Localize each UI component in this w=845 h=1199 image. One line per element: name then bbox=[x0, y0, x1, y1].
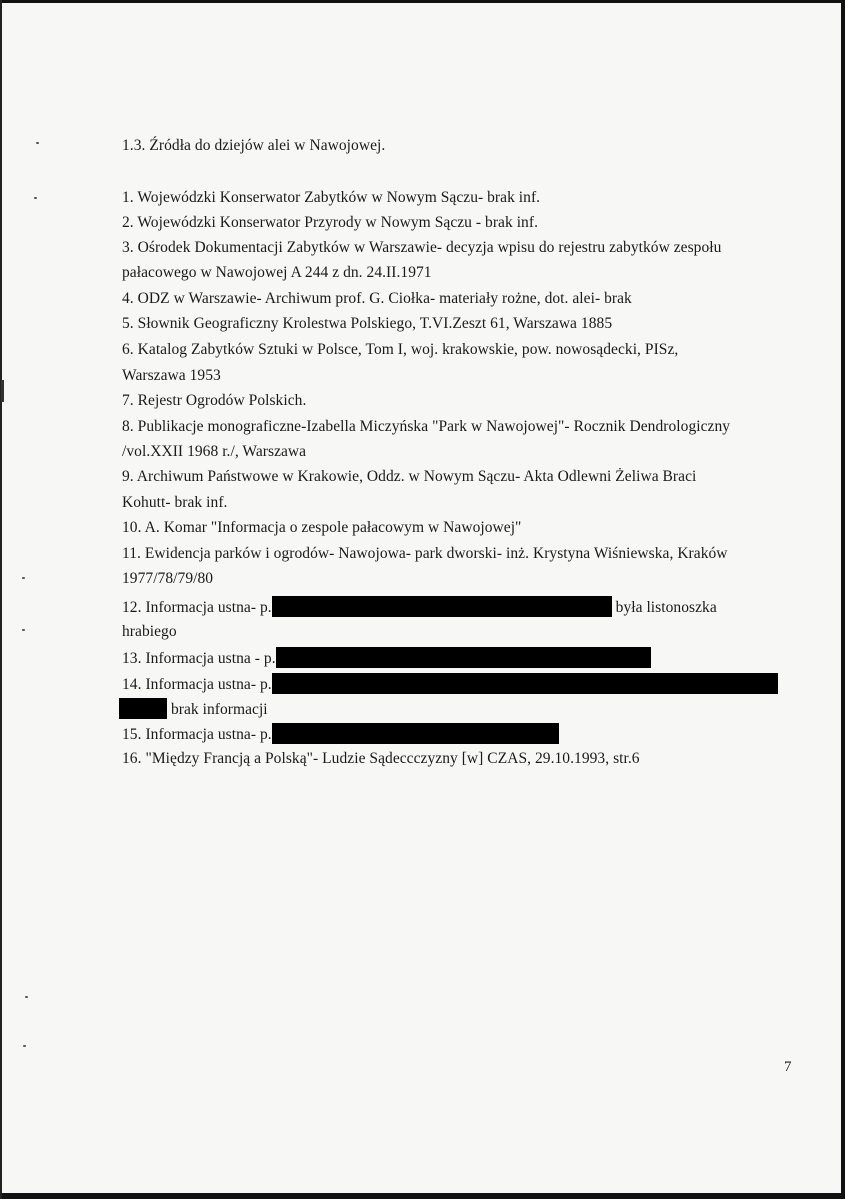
scan-edge-left bbox=[0, 0, 2, 1199]
list-item-text: była listonoszka bbox=[615, 599, 717, 616]
list-item bbox=[122, 673, 778, 695]
list-item bbox=[122, 647, 651, 669]
list-item-text: brak informacji bbox=[170, 701, 268, 718]
page-number: 7 bbox=[784, 1059, 792, 1075]
scan-speck bbox=[34, 197, 37, 199]
list-item-text: 13. Informacja ustna - p. bbox=[122, 650, 276, 667]
scan-edge-top bbox=[0, 0, 845, 3]
redaction-bar bbox=[272, 596, 612, 617]
list-item-continuation bbox=[119, 698, 268, 720]
list-item-continuation: pałacowego w Nawojowej A 244 z dn. 24.II.1971 bbox=[122, 264, 432, 281]
scan-mark bbox=[1, 380, 4, 402]
list-item-text: 12. Informacja ustna- p. bbox=[122, 599, 272, 616]
list-item-continuation: 1977/78/79/80 bbox=[122, 570, 214, 587]
list-item-continuation: hrabiego bbox=[122, 623, 177, 640]
scan-speck bbox=[22, 629, 25, 631]
scan-edge-bottom bbox=[0, 1193, 845, 1199]
list-item: 2. Wojewódzki Konserwator Przyrody w Nowym Sączu - brak inf. bbox=[122, 214, 538, 231]
list-item: 4. ODZ w Warszawie- Archiwum prof. G. Ciołka- materiały rożne, dot. alei- brak bbox=[122, 290, 632, 307]
list-item bbox=[122, 723, 559, 745]
redaction-bar bbox=[272, 673, 778, 694]
scan-edge-right bbox=[841, 0, 845, 1199]
scan-speck bbox=[25, 996, 28, 998]
list-item: 1. Wojewódzki Konserwator Zabytków w Nowym Sączu- brak inf. bbox=[122, 189, 541, 206]
list-item bbox=[122, 596, 717, 618]
scan-speck bbox=[23, 1045, 26, 1047]
scan-speck bbox=[22, 577, 25, 579]
list-item-continuation: Kohutt- brak inf. bbox=[122, 494, 228, 511]
list-item: 5. Słownik Geograficzny Krolestwa Polskiego, T.VI.Zeszt 61, Warszawa 1885 bbox=[122, 315, 613, 332]
redaction-bar bbox=[119, 698, 167, 719]
redaction-bar bbox=[276, 647, 651, 668]
list-item: 10. A. Komar "Informacja o zespole pałacowym w Nawojowej" bbox=[122, 519, 522, 536]
list-item-continuation: /vol.XXII 1968 r./, Warszawa bbox=[122, 443, 307, 460]
list-item-text: 15. Informacja ustna- p. bbox=[122, 726, 272, 743]
list-item: 16. "Między Francją a Polską"- Ludzie Sądeccczyzny [w] CZAS, 29.10.1993, str.6 bbox=[122, 750, 640, 767]
list-item-text: 14. Informacja ustna- p. bbox=[122, 676, 272, 693]
list-item: 7. Rejestr Ogrodów Polskich. bbox=[122, 392, 307, 409]
list-item: 3. Ośrodek Dokumentacji Zabytków w Warszawie- decyzja wpisu do rejestru zabytków zespołu bbox=[122, 239, 722, 256]
list-item: 9. Archiwum Państwowe w Krakowie, Oddz. w Nowym Sączu- Akta Odlewni Żeliwa Braci bbox=[122, 468, 697, 485]
redaction-bar bbox=[272, 723, 559, 744]
list-item: 11. Ewidencja parków i ogrodów- Nawojowa- park dworski- inż. Krystyna Wiśniewska, Kraków bbox=[122, 545, 728, 562]
list-item: 8. Publikacje monograficzne-Izabella Miczyńska "Park w Nawojowej"- Rocznik Dendrologiczny bbox=[122, 418, 731, 435]
scan-speck bbox=[36, 142, 39, 144]
list-item-continuation: Warszawa 1953 bbox=[122, 367, 221, 384]
list-item: 6. Katalog Zabytków Sztuki w Polsce, Tom I, woj. krakowskie, pow. nowosądecki, PISz, bbox=[122, 341, 679, 358]
section-heading: 1.3. Źródła do dziejów alei w Nawojowej. bbox=[122, 137, 386, 154]
